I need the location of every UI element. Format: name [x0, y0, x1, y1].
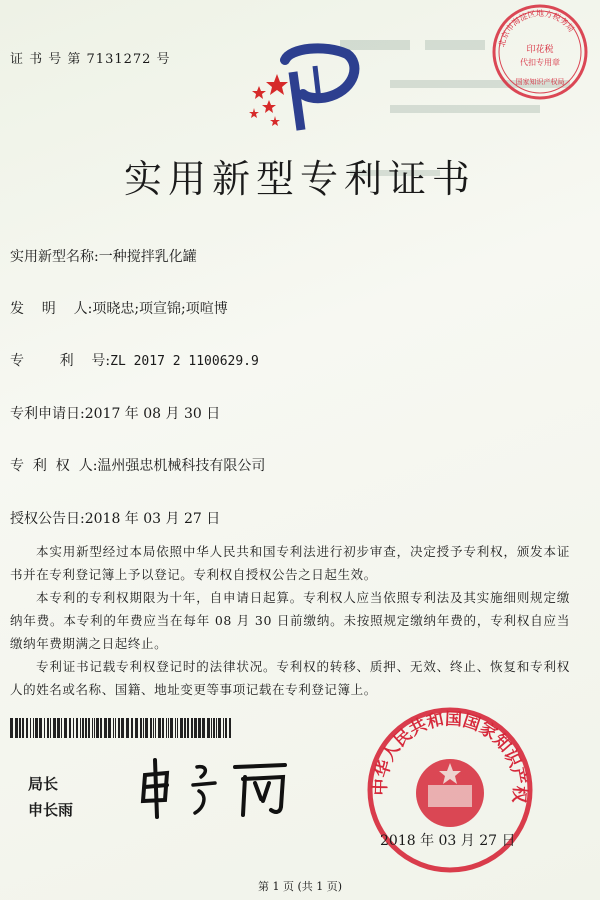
page-number: 第 1 页 (共 1 页) [257, 880, 343, 893]
field-value: 温州强忠机械科技有限公司 [97, 458, 266, 474]
cnipa-logo-icon [245, 42, 360, 132]
barcode-bar [143, 718, 144, 738]
barcode-bar [184, 718, 186, 738]
barcode-image [10, 718, 235, 738]
barcode-bar [170, 718, 173, 738]
barcode-bar [44, 718, 45, 738]
barcode-bar [85, 718, 87, 738]
barcode-bar [180, 718, 183, 738]
barcode-bar [168, 718, 169, 738]
barcode-bar [22, 718, 24, 738]
field-value: 项晓忠;项宣锦;项喧博 [92, 301, 228, 317]
certificate-number: 证 书 号 第 7131272 号 [10, 52, 171, 67]
barcode-bar [213, 718, 215, 738]
barcode-bar [47, 718, 49, 738]
field-patent-number [10, 350, 259, 370]
seal-text: 中华人民共和国国家知识产权 [370, 709, 530, 804]
body-paragraph: 专利证书记载专利权登记时的法律状况。专利权的转移、质押、无效、终止、恢复和专利权人的姓名或名称、国籍、地址变更等事项记载在专利登记簿上。 [10, 659, 570, 697]
barcode-bar [194, 718, 197, 738]
barcode-bar [69, 718, 71, 738]
barcode-bar [207, 718, 210, 738]
body-paragraph: 本专利的专利权期限为十年，自申请日起算。专利权人应当依照专利法及其实施细则规定缴纳年费。本专利的年费应当在每年 08 月 30 日前缴纳。未按照规定缴纳年费的，专利权自应当缴纳年费期满之日起终止。 [10, 590, 570, 651]
field-label: 发 明 人: [10, 301, 93, 317]
barcode-bar [113, 718, 114, 738]
field-application-date [10, 403, 220, 423]
field-announcement-date [10, 508, 220, 528]
barcode-bar [135, 718, 138, 738]
barcode-bar [64, 718, 67, 738]
barcode-bar [76, 718, 78, 738]
barcode-bar [229, 718, 231, 738]
barcode-bar [82, 718, 84, 738]
barcode-bar [39, 718, 42, 738]
seal-text: 代扣专用章 [520, 58, 560, 67]
barcode-bar [10, 718, 13, 738]
field-value: ZL 2017 2 1100629.9 [110, 354, 259, 369]
barcode-bar [225, 718, 227, 738]
field-value: 一种搅拌乳化罐 [98, 249, 197, 265]
barcode-bar [187, 718, 189, 738]
field-value: 2017 年 08 月 30 日 [84, 406, 221, 422]
field-utility-model-name [10, 246, 197, 266]
barcode-bar [153, 718, 154, 738]
field-patentee [10, 455, 265, 475]
handwritten-signature [135, 755, 305, 825]
barcode-bar [57, 718, 60, 738]
document-title: 实用新型专利证书 [123, 157, 476, 201]
barcode-bar [118, 718, 120, 738]
field-inventor [10, 298, 228, 318]
barcode-bar [115, 718, 116, 738]
barcode-bar [26, 718, 28, 738]
seal-text: 国家知识产权局 [515, 78, 565, 86]
barcode-bar [80, 718, 81, 738]
barcode-bar [191, 718, 193, 738]
barcode-bar [131, 718, 133, 738]
barcode-bar [50, 718, 51, 738]
barcode-bar [216, 718, 217, 738]
barcode-bar [198, 718, 201, 738]
barcode-bar [104, 718, 107, 738]
barcode-bar [177, 718, 178, 738]
barcode-bar [150, 718, 152, 738]
barcode-bar [100, 718, 102, 738]
barcode-bar [30, 718, 31, 738]
field-label: 实用新型名称: [10, 249, 99, 265]
barcode-bar [166, 718, 167, 738]
barcode-bar [94, 718, 95, 738]
barcode-bar [96, 718, 99, 738]
seal-text: 印花税 [526, 45, 554, 55]
field-label: 专利申请日: [10, 406, 85, 422]
barcode-bar [53, 718, 56, 738]
barcode-bar [121, 718, 124, 738]
barcode-bar [126, 718, 129, 738]
barcode-bar [223, 718, 224, 738]
field-label: 专 利 权 人: [10, 458, 98, 474]
barcode-bar [218, 718, 221, 738]
seal-text: 北京市海淀区地方税务局 [497, 8, 576, 48]
field-label: 专 利 号: [10, 353, 111, 369]
barcode-bar [211, 718, 212, 738]
certificate-body [10, 540, 570, 701]
field-label: 授权公告日: [10, 511, 85, 527]
barcode-bar [158, 718, 161, 738]
barcode-bar [92, 718, 93, 738]
barcode-bar [33, 718, 34, 738]
barcode-bar [35, 718, 38, 738]
barcode-bar [155, 718, 156, 738]
barcode-bar [88, 718, 90, 738]
barcode-bar [202, 718, 205, 738]
barcode-bar [162, 718, 164, 738]
barcode-bar [108, 718, 111, 738]
body-paragraph: 本实用新型经过本局依照中华人民共和国专利法进行初步审查，决定授予专利权，颁发本证书并在专利登记簿上予以登记。专利权自授权公告之日起生效。 [10, 544, 570, 582]
barcode-bar [140, 718, 142, 738]
barcode-bar [15, 718, 18, 738]
director-name: 申长雨 [28, 801, 74, 819]
barcode-bar [19, 718, 21, 738]
stamp-tax-seal [490, 2, 590, 102]
issue-date: 2018 年 03 月 27 日 [380, 833, 516, 849]
field-value: 2018 年 03 月 27 日 [84, 511, 221, 527]
barcode-bar [73, 718, 74, 738]
barcode-bar [61, 718, 62, 738]
barcode-bar [145, 718, 148, 738]
director-title: 局长 [28, 775, 59, 793]
barcode-bar [175, 718, 176, 738]
